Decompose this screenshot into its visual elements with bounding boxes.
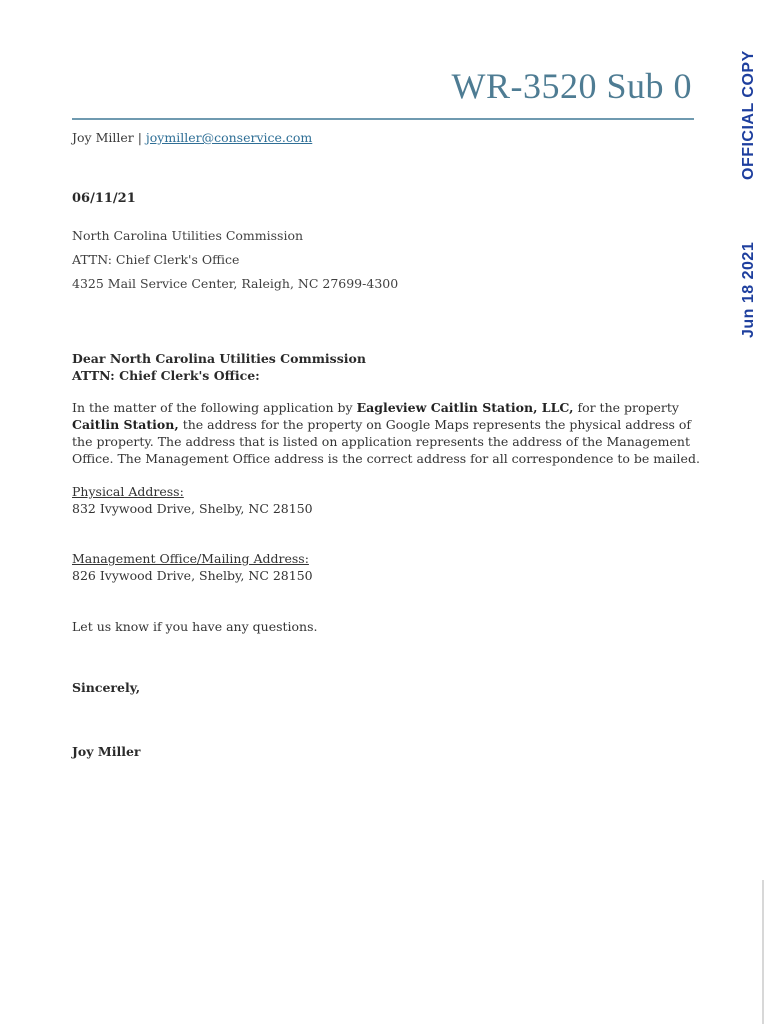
recipient-line-2: ATTN: Chief Clerk's Office <box>72 252 240 267</box>
questions-line: Let us know if you have any questions. <box>72 619 318 634</box>
body-paragraph <box>72 399 702 467</box>
body-text-2: for the property <box>573 400 679 415</box>
salutation-line-2: ATTN: Chief Clerk's Office: <box>72 368 260 383</box>
physical-address: 832 Ivywood Drive, Shelby, NC 28150 <box>72 501 313 516</box>
docket-number-title: WR-3520 Sub 0 <box>451 66 692 106</box>
property-name: Caitlin Station, <box>72 417 179 432</box>
physical-address-label: Physical Address: <box>72 484 184 499</box>
mailing-address: 826 Ivywood Drive, Shelby, NC 28150 <box>72 568 313 583</box>
recipient-line-3: 4325 Mail Service Center, Raleigh, NC 27699-4300 <box>72 276 399 291</box>
mailing-address-label: Management Office/Mailing Address: <box>72 551 309 566</box>
body-text-3: the address for the property on Google Maps represents the physical address of the property. The address that is listed on application represents the address of the Management Office. The Management Office address is the correct address for all correspondence to be mailed. <box>72 417 700 466</box>
recipient-line-1: North Carolina Utilities Commission <box>72 228 304 243</box>
sender-email-link[interactable]: joymiller@conservice.com <box>145 130 313 145</box>
letter-date: 06/11/21 <box>72 191 136 206</box>
body-text-1: In the matter of the following application by <box>72 400 357 415</box>
mailing-address-block <box>72 550 313 584</box>
salutation <box>72 350 366 384</box>
salutation-line-1: Dear North Carolina Utilities Commission <box>72 351 366 366</box>
sender-line <box>72 130 312 145</box>
physical-address-block <box>72 483 313 517</box>
closing: Sincerely, <box>72 680 141 695</box>
official-copy-stamp: OFFICIAL COPY <box>740 50 757 180</box>
scan-edge-line <box>762 880 764 1024</box>
sender-name: Joy Miller | <box>72 130 142 145</box>
title-divider <box>72 118 694 120</box>
received-date-stamp: Jun 18 2021 <box>740 241 757 338</box>
applicant-name: Eagleview Caitlin Station, LLC, <box>356 400 574 415</box>
signature-name: Joy Miller <box>72 744 141 759</box>
